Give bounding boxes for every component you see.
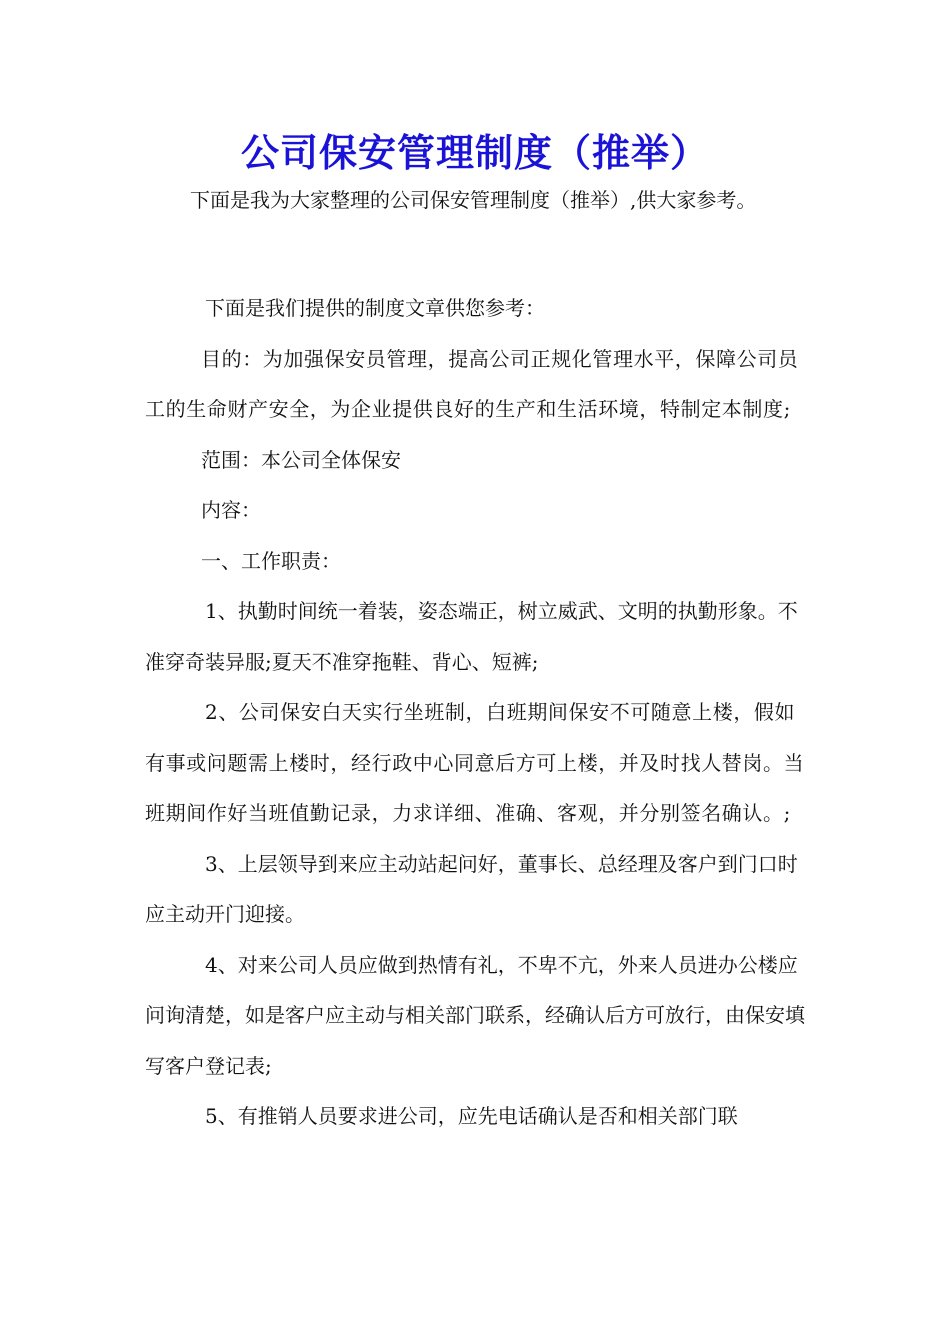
document-body [145,283,811,1142]
document-subtitle: 下面是我为大家整理的公司保安管理制度（推举）,供大家参考。 [190,188,757,212]
paragraph-item-5: 5、有推销人员要求进公司，应先电话确认是否和相关部门联 [205,1104,738,1128]
paragraph-item-3: 3、上层领导到来应主动站起问好，董事长、总经理及客户到门口时应主动开门迎接。 [145,851,798,926]
paragraph-item-1: 1、执勤时间统一着装，姿态端正，树立威武、文明的执勤形象。不准穿奇装异服;夏天不准穿拖鞋、背心、短裤; [145,599,798,674]
paragraph-scope: 范围：本公司全体保安 [201,447,401,472]
paragraph-intro: 下面是我们提供的制度文章供您参考： [205,296,545,320]
document-title: 公司保安管理制度（推举） [240,130,709,175]
section-heading-duties: 一、工作职责： [201,548,341,573]
paragraph-purpose: 目的：为加强保安员管理，提高公司正规化管理水平，保障公司员工的生命财产安全，为企业提供良好的生产和生活环境，特制定本制度; [145,346,799,421]
paragraph-content-heading: 内容： [201,498,261,522]
paragraph-item-2: 2、公司保安白天实行坐班制，白班期间保安不可随意上楼，假如有事或问题需上楼时，经行政中心同意后方可上楼，并及时找人替岗。当班期间作好当班值勤记录，力求详细、准确、客观，并分别签名确认。; [145,700,805,825]
paragraph-item-4: 4、对来公司人员应做到热情有礼，不卑不亢，外来人员进办公楼应问询清楚，如是客户应主动与相关部门联系，经确认后方可放行，由保安填写客户登记表; [145,952,805,1078]
